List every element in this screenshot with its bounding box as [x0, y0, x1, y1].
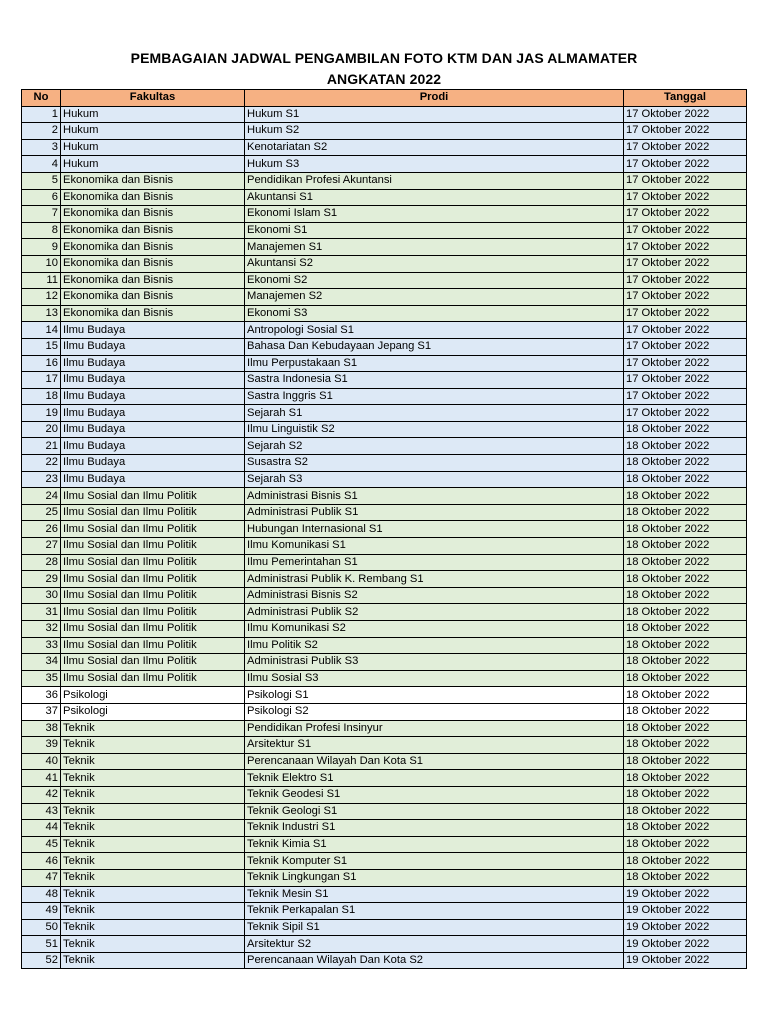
cell-fakultas: Teknik [61, 720, 245, 737]
cell-fakultas: Ekonomika dan Bisnis [61, 206, 245, 223]
cell-fakultas: Ekonomika dan Bisnis [61, 255, 245, 272]
document-subtitle: ANGKATAN 2022 [326, 71, 442, 87]
cell-fakultas: Teknik [61, 753, 245, 770]
cell-tanggal: 17 Oktober 2022 [624, 139, 747, 156]
cell-no: 19 [22, 405, 61, 422]
cell-fakultas: Ilmu Sosial dan Ilmu Politik [61, 488, 245, 505]
cell-fakultas: Ilmu Sosial dan Ilmu Politik [61, 538, 245, 555]
cell-tanggal: 18 Oktober 2022 [624, 703, 747, 720]
cell-fakultas: Ilmu Sosial dan Ilmu Politik [61, 521, 245, 538]
cell-prodi: Arsitektur S2 [245, 936, 624, 953]
table-row [22, 189, 747, 206]
cell-prodi: Akuntansi S2 [245, 255, 624, 272]
table-row [22, 521, 747, 538]
cell-fakultas: Teknik [61, 836, 245, 853]
cell-tanggal: 18 Oktober 2022 [624, 504, 747, 521]
cell-fakultas: Ilmu Sosial dan Ilmu Politik [61, 604, 245, 621]
cell-fakultas: Ilmu Budaya [61, 421, 245, 438]
cell-fakultas: Hukum [61, 106, 245, 123]
cell-no: 26 [22, 521, 61, 538]
header-fakultas: Fakultas [61, 90, 245, 107]
cell-tanggal: 18 Oktober 2022 [624, 604, 747, 621]
document-title: PEMBAGAIAN JADWAL PENGAMBILAN FOTO KTM DAN JAS ALMAMATER [130, 50, 638, 66]
header-tanggal: Tanggal [624, 90, 747, 107]
cell-tanggal: 17 Oktober 2022 [624, 322, 747, 339]
table-row [22, 172, 747, 189]
cell-no: 45 [22, 836, 61, 853]
table-body [22, 106, 747, 969]
cell-no: 37 [22, 703, 61, 720]
cell-no: 30 [22, 587, 61, 604]
cell-tanggal: 17 Oktober 2022 [624, 222, 747, 239]
table-row [22, 455, 747, 472]
cell-prodi: Pendidikan Profesi Akuntansi [245, 172, 624, 189]
cell-fakultas: Teknik [61, 770, 245, 787]
cell-tanggal: 17 Oktober 2022 [624, 206, 747, 223]
cell-tanggal: 18 Oktober 2022 [624, 720, 747, 737]
cell-no: 2 [22, 123, 61, 140]
cell-tanggal: 18 Oktober 2022 [624, 571, 747, 588]
cell-prodi: Ilmu Komunikasi S2 [245, 621, 624, 638]
table-row [22, 836, 747, 853]
cell-prodi: Administrasi Publik K. Rembang S1 [245, 571, 624, 588]
table-row [22, 637, 747, 654]
cell-prodi: Psikologi S1 [245, 687, 624, 704]
cell-prodi: Arsitektur S1 [245, 737, 624, 754]
cell-fakultas: Ekonomika dan Bisnis [61, 272, 245, 289]
cell-fakultas: Ekonomika dan Bisnis [61, 289, 245, 306]
cell-no: 31 [22, 604, 61, 621]
cell-fakultas: Teknik [61, 903, 245, 920]
cell-tanggal: 19 Oktober 2022 [624, 952, 747, 969]
cell-tanggal: 18 Oktober 2022 [624, 521, 747, 538]
cell-tanggal: 18 Oktober 2022 [624, 471, 747, 488]
table-row [22, 919, 747, 936]
cell-no: 6 [22, 189, 61, 206]
table-row [22, 438, 747, 455]
table-row [22, 687, 747, 704]
cell-no: 16 [22, 355, 61, 372]
cell-prodi: Teknik Mesin S1 [245, 886, 624, 903]
cell-no: 41 [22, 770, 61, 787]
cell-fakultas: Ilmu Sosial dan Ilmu Politik [61, 637, 245, 654]
cell-no: 34 [22, 654, 61, 671]
cell-no: 25 [22, 504, 61, 521]
cell-prodi: Teknik Elektro S1 [245, 770, 624, 787]
cell-no: 9 [22, 239, 61, 256]
cell-tanggal: 18 Oktober 2022 [624, 753, 747, 770]
cell-fakultas: Teknik [61, 869, 245, 886]
table-row [22, 222, 747, 239]
cell-no: 50 [22, 919, 61, 936]
cell-fakultas: Teknik [61, 786, 245, 803]
cell-prodi: Bahasa Dan Kebudayaan Jepang S1 [245, 338, 624, 355]
cell-prodi: Ekonomi S1 [245, 222, 624, 239]
cell-prodi: Kenotariatan S2 [245, 139, 624, 156]
table-row [22, 803, 747, 820]
table-row [22, 853, 747, 870]
cell-no: 22 [22, 455, 61, 472]
cell-tanggal: 18 Oktober 2022 [624, 654, 747, 671]
cell-tanggal: 17 Oktober 2022 [624, 239, 747, 256]
table-row [22, 737, 747, 754]
cell-prodi: Manajemen S2 [245, 289, 624, 306]
cell-fakultas: Hukum [61, 139, 245, 156]
table-row [22, 720, 747, 737]
cell-tanggal: 17 Oktober 2022 [624, 255, 747, 272]
cell-no: 1 [22, 106, 61, 123]
cell-tanggal: 19 Oktober 2022 [624, 919, 747, 936]
cell-no: 35 [22, 670, 61, 687]
table-row [22, 554, 747, 571]
cell-fakultas: Teknik [61, 820, 245, 837]
cell-fakultas: Teknik [61, 853, 245, 870]
cell-prodi: Perencanaan Wilayah Dan Kota S2 [245, 952, 624, 969]
cell-fakultas: Teknik [61, 803, 245, 820]
cell-tanggal: 18 Oktober 2022 [624, 438, 747, 455]
cell-fakultas: Ilmu Sosial dan Ilmu Politik [61, 554, 245, 571]
cell-no: 27 [22, 538, 61, 555]
cell-fakultas: Teknik [61, 952, 245, 969]
table-header-row [22, 90, 747, 107]
cell-tanggal: 17 Oktober 2022 [624, 189, 747, 206]
cell-no: 7 [22, 206, 61, 223]
cell-prodi: Administrasi Publik S1 [245, 504, 624, 521]
table-row [22, 753, 747, 770]
cell-tanggal: 17 Oktober 2022 [624, 156, 747, 173]
cell-tanggal: 18 Oktober 2022 [624, 538, 747, 555]
header-no: No [22, 90, 61, 107]
cell-no: 11 [22, 272, 61, 289]
cell-prodi: Hukum S1 [245, 106, 624, 123]
cell-no: 29 [22, 571, 61, 588]
cell-tanggal: 18 Oktober 2022 [624, 770, 747, 787]
cell-no: 14 [22, 322, 61, 339]
table-row [22, 621, 747, 638]
table-row [22, 936, 747, 953]
table-row [22, 305, 747, 322]
cell-no: 46 [22, 853, 61, 870]
cell-tanggal: 18 Oktober 2022 [624, 853, 747, 870]
cell-no: 49 [22, 903, 61, 920]
cell-tanggal: 18 Oktober 2022 [624, 637, 747, 654]
cell-no: 33 [22, 637, 61, 654]
cell-prodi: Administrasi Bisnis S1 [245, 488, 624, 505]
table-row [22, 289, 747, 306]
cell-prodi: Antropologi Sosial S1 [245, 322, 624, 339]
table-row [22, 338, 747, 355]
cell-tanggal: 18 Oktober 2022 [624, 621, 747, 638]
table-row [22, 123, 747, 140]
cell-tanggal: 17 Oktober 2022 [624, 172, 747, 189]
cell-prodi: Teknik Komputer S1 [245, 853, 624, 870]
table-row [22, 786, 747, 803]
cell-tanggal: 19 Oktober 2022 [624, 936, 747, 953]
cell-prodi: Ilmu Politik S2 [245, 637, 624, 654]
cell-fakultas: Ekonomika dan Bisnis [61, 172, 245, 189]
cell-fakultas: Ilmu Budaya [61, 372, 245, 389]
table-row [22, 703, 747, 720]
cell-no: 42 [22, 786, 61, 803]
cell-no: 12 [22, 289, 61, 306]
cell-prodi: Sastra Indonesia S1 [245, 372, 624, 389]
schedule-table [21, 89, 747, 969]
cell-prodi: Administrasi Publik S2 [245, 604, 624, 621]
table-row [22, 355, 747, 372]
cell-no: 24 [22, 488, 61, 505]
cell-fakultas: Teknik [61, 919, 245, 936]
table-row [22, 421, 747, 438]
table-row [22, 952, 747, 969]
cell-no: 5 [22, 172, 61, 189]
cell-fakultas: Ilmu Budaya [61, 322, 245, 339]
cell-fakultas: Ilmu Sosial dan Ilmu Politik [61, 654, 245, 671]
cell-fakultas: Ilmu Budaya [61, 438, 245, 455]
cell-prodi: Teknik Sipil S1 [245, 919, 624, 936]
cell-tanggal: 19 Oktober 2022 [624, 903, 747, 920]
cell-tanggal: 18 Oktober 2022 [624, 455, 747, 472]
cell-tanggal: 17 Oktober 2022 [624, 305, 747, 322]
cell-no: 13 [22, 305, 61, 322]
cell-prodi: Teknik Perkapalan S1 [245, 903, 624, 920]
cell-no: 44 [22, 820, 61, 837]
cell-prodi: Hukum S3 [245, 156, 624, 173]
cell-tanggal: 18 Oktober 2022 [624, 421, 747, 438]
cell-no: 43 [22, 803, 61, 820]
cell-no: 51 [22, 936, 61, 953]
cell-tanggal: 18 Oktober 2022 [624, 869, 747, 886]
cell-fakultas: Ilmu Budaya [61, 471, 245, 488]
cell-fakultas: Ilmu Sosial dan Ilmu Politik [61, 571, 245, 588]
cell-prodi: Teknik Industri S1 [245, 820, 624, 837]
cell-tanggal: 18 Oktober 2022 [624, 488, 747, 505]
cell-prodi: Sejarah S3 [245, 471, 624, 488]
cell-no: 32 [22, 621, 61, 638]
cell-fakultas: Psikologi [61, 703, 245, 720]
cell-fakultas: Hukum [61, 156, 245, 173]
cell-fakultas: Ilmu Sosial dan Ilmu Politik [61, 587, 245, 604]
cell-fakultas: Ekonomika dan Bisnis [61, 222, 245, 239]
cell-tanggal: 18 Oktober 2022 [624, 687, 747, 704]
cell-prodi: Ekonomi S3 [245, 305, 624, 322]
cell-tanggal: 18 Oktober 2022 [624, 554, 747, 571]
cell-no: 38 [22, 720, 61, 737]
cell-prodi: Pendidikan Profesi Insinyur [245, 720, 624, 737]
table-row [22, 869, 747, 886]
header-prodi: Prodi [245, 90, 624, 107]
cell-fakultas: Ilmu Sosial dan Ilmu Politik [61, 504, 245, 521]
cell-no: 8 [22, 222, 61, 239]
cell-prodi: Teknik Geodesi S1 [245, 786, 624, 803]
cell-tanggal: 18 Oktober 2022 [624, 670, 747, 687]
table-row [22, 272, 747, 289]
cell-fakultas: Ekonomika dan Bisnis [61, 305, 245, 322]
cell-tanggal: 17 Oktober 2022 [624, 289, 747, 306]
table-row [22, 488, 747, 505]
table-row [22, 587, 747, 604]
cell-fakultas: Ilmu Sosial dan Ilmu Politik [61, 621, 245, 638]
cell-tanggal: 17 Oktober 2022 [624, 272, 747, 289]
table-row [22, 571, 747, 588]
cell-fakultas: Ilmu Budaya [61, 405, 245, 422]
cell-tanggal: 18 Oktober 2022 [624, 820, 747, 837]
cell-fakultas: Ekonomika dan Bisnis [61, 239, 245, 256]
table-row [22, 388, 747, 405]
table-row [22, 206, 747, 223]
cell-fakultas: Hukum [61, 123, 245, 140]
cell-fakultas: Ilmu Budaya [61, 388, 245, 405]
cell-tanggal: 17 Oktober 2022 [624, 372, 747, 389]
table-row [22, 604, 747, 621]
cell-no: 23 [22, 471, 61, 488]
cell-prodi: Ekonomi Islam S1 [245, 206, 624, 223]
table-row [22, 255, 747, 272]
cell-fakultas: Ilmu Sosial dan Ilmu Politik [61, 670, 245, 687]
cell-tanggal: 17 Oktober 2022 [624, 338, 747, 355]
cell-no: 10 [22, 255, 61, 272]
table-row [22, 538, 747, 555]
cell-prodi: Administrasi Publik S3 [245, 654, 624, 671]
cell-prodi: Ilmu Linguistik S2 [245, 421, 624, 438]
cell-no: 15 [22, 338, 61, 355]
cell-tanggal: 18 Oktober 2022 [624, 737, 747, 754]
cell-tanggal: 18 Oktober 2022 [624, 587, 747, 604]
cell-tanggal: 17 Oktober 2022 [624, 123, 747, 140]
table-row [22, 770, 747, 787]
cell-tanggal: 17 Oktober 2022 [624, 405, 747, 422]
cell-fakultas: Teknik [61, 886, 245, 903]
cell-no: 36 [22, 687, 61, 704]
cell-prodi: Teknik Kimia S1 [245, 836, 624, 853]
table-row [22, 372, 747, 389]
cell-prodi: Teknik Geologi S1 [245, 803, 624, 820]
table-row [22, 405, 747, 422]
cell-no: 17 [22, 372, 61, 389]
table-row [22, 106, 747, 123]
cell-no: 18 [22, 388, 61, 405]
cell-fakultas: Ekonomika dan Bisnis [61, 189, 245, 206]
cell-prodi: Administrasi Bisnis S2 [245, 587, 624, 604]
cell-prodi: Ilmu Perpustakaan S1 [245, 355, 624, 372]
cell-no: 52 [22, 952, 61, 969]
cell-prodi: Ilmu Komunikasi S1 [245, 538, 624, 555]
cell-tanggal: 18 Oktober 2022 [624, 803, 747, 820]
table-row [22, 139, 747, 156]
cell-tanggal: 18 Oktober 2022 [624, 836, 747, 853]
cell-fakultas: Ilmu Budaya [61, 355, 245, 372]
cell-prodi: Ilmu Pemerintahan S1 [245, 554, 624, 571]
cell-prodi: Psikologi S2 [245, 703, 624, 720]
cell-prodi: Perencanaan Wilayah Dan Kota S1 [245, 753, 624, 770]
cell-prodi: Sejarah S2 [245, 438, 624, 455]
cell-no: 28 [22, 554, 61, 571]
cell-prodi: Akuntansi S1 [245, 189, 624, 206]
cell-fakultas: Ilmu Budaya [61, 338, 245, 355]
cell-tanggal: 18 Oktober 2022 [624, 786, 747, 803]
cell-prodi: Sastra Inggris S1 [245, 388, 624, 405]
cell-no: 47 [22, 869, 61, 886]
cell-fakultas: Teknik [61, 936, 245, 953]
cell-prodi: Manajemen S1 [245, 239, 624, 256]
table-row [22, 239, 747, 256]
table-row [22, 156, 747, 173]
table-row [22, 322, 747, 339]
cell-prodi: Ilmu Sosial S3 [245, 670, 624, 687]
cell-fakultas: Ilmu Budaya [61, 455, 245, 472]
cell-no: 3 [22, 139, 61, 156]
cell-prodi: Teknik Lingkungan S1 [245, 869, 624, 886]
cell-tanggal: 19 Oktober 2022 [624, 886, 747, 903]
table-row [22, 670, 747, 687]
table-row [22, 820, 747, 837]
cell-tanggal: 17 Oktober 2022 [624, 355, 747, 372]
cell-tanggal: 17 Oktober 2022 [624, 106, 747, 123]
cell-prodi: Hukum S2 [245, 123, 624, 140]
cell-prodi: Susastra S2 [245, 455, 624, 472]
cell-no: 4 [22, 156, 61, 173]
cell-prodi: Hubungan Internasional S1 [245, 521, 624, 538]
table-row [22, 903, 747, 920]
cell-no: 21 [22, 438, 61, 455]
cell-fakultas: Teknik [61, 737, 245, 754]
table-row [22, 886, 747, 903]
cell-fakultas: Psikologi [61, 687, 245, 704]
cell-prodi: Ekonomi S2 [245, 272, 624, 289]
cell-no: 40 [22, 753, 61, 770]
table-row [22, 471, 747, 488]
cell-no: 20 [22, 421, 61, 438]
cell-no: 39 [22, 737, 61, 754]
cell-tanggal: 17 Oktober 2022 [624, 388, 747, 405]
cell-prodi: Sejarah S1 [245, 405, 624, 422]
table-row [22, 654, 747, 671]
cell-no: 48 [22, 886, 61, 903]
table-row [22, 504, 747, 521]
